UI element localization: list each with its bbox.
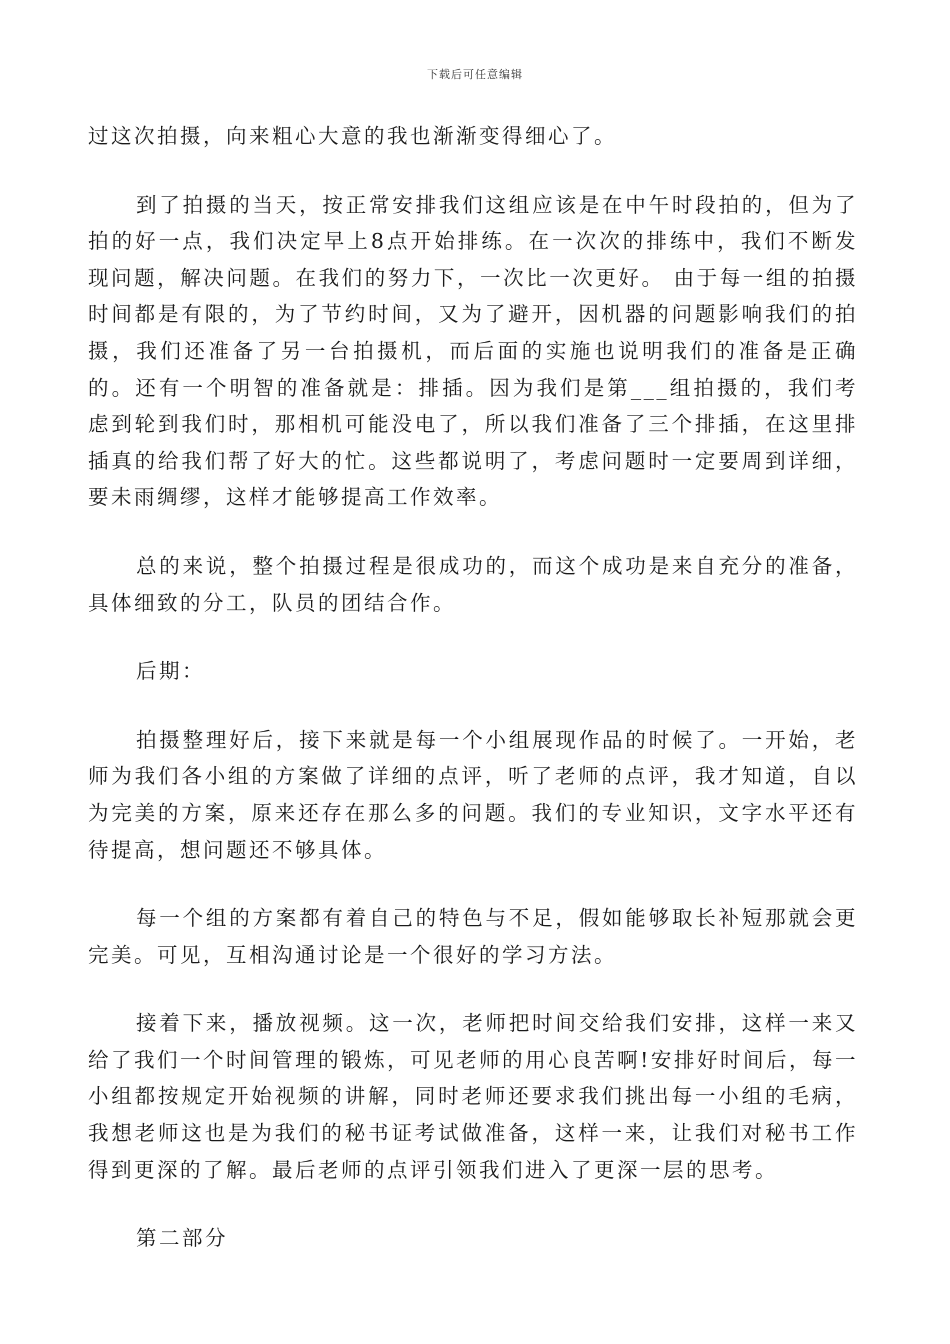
paragraph-2: 到了拍摄的当天，按正常安排我们这组应该是在中午时段拍的，但为了拍的好一点，我们决定早上8点开始排练。在一次次的排练中，我们不断发现问题，解决问题。在我们的努力下，一次比一次更好。 由于每一组的拍摄时间都是有限的，为了节约时间，又为了避开，因机器的问题影响我们的拍摄，我们还准备了另一台拍摄机，而后面的实施也说明我们的准备是正确的。还有一个明智的准备就是：排插。因为我们是第___组拍摄的，我们考虑到轮到我们时，那相机可能没电了，所以我们准备了三个排插，在这里排插真的给我们帮了好大的忙。这些都说明了，考虑问题时一定要周到详细，要未雨绸缪，这样才能够提高工作效率。 xyxy=(88,192,858,510)
document-body xyxy=(88,118,858,1289)
section-heading-part-two: 第二部分 xyxy=(136,1226,228,1251)
section-heading-later-stage: 后期： xyxy=(136,659,205,684)
page-header: 下载后可任意编辑 xyxy=(427,68,523,81)
paragraph-5: 每一个组的方案都有着自己的特色与不足，假如能够取长补短那就会更完美。可见，互相沟通讨论是一个很好的学习方法。 xyxy=(88,906,858,967)
paragraph-3: 总的来说，整个拍摄过程是很成功的，而这个成功是来自充分的准备，具体细致的分工，队员的团结合作。 xyxy=(88,553,858,615)
paragraph-6: 接着下来，播放视频。这一次，老师把时间交给我们安排，这样一来又给了我们一个时间管理的锻炼，可见老师的用心良苦啊!安排好时间后，每一小组都按规定开始视频的讲解，同时老师还要求我们挑出每一小组的毛病，我想老师这也是为我们的秘书证考试做准备，这样一来，让我们对秘书工作得到更深的了解。最后老师的点评引领我们进入了更深一层的思考。 xyxy=(88,1011,858,1182)
paragraph-4: 拍摄整理好后，接下来就是每一个小组展现作品的时候了。一开始，老师为我们各小组的方案做了详细的点评，听了老师的点评，我才知道，自以为完美的方案，原来还存在那么多的问题。我们的专业知识，文字水平还有待提高，想问题还不够具体。 xyxy=(88,727,858,862)
paragraph-1: 过这次拍摄，向来粗心大意的我也渐渐变得细心了。 xyxy=(88,124,617,148)
